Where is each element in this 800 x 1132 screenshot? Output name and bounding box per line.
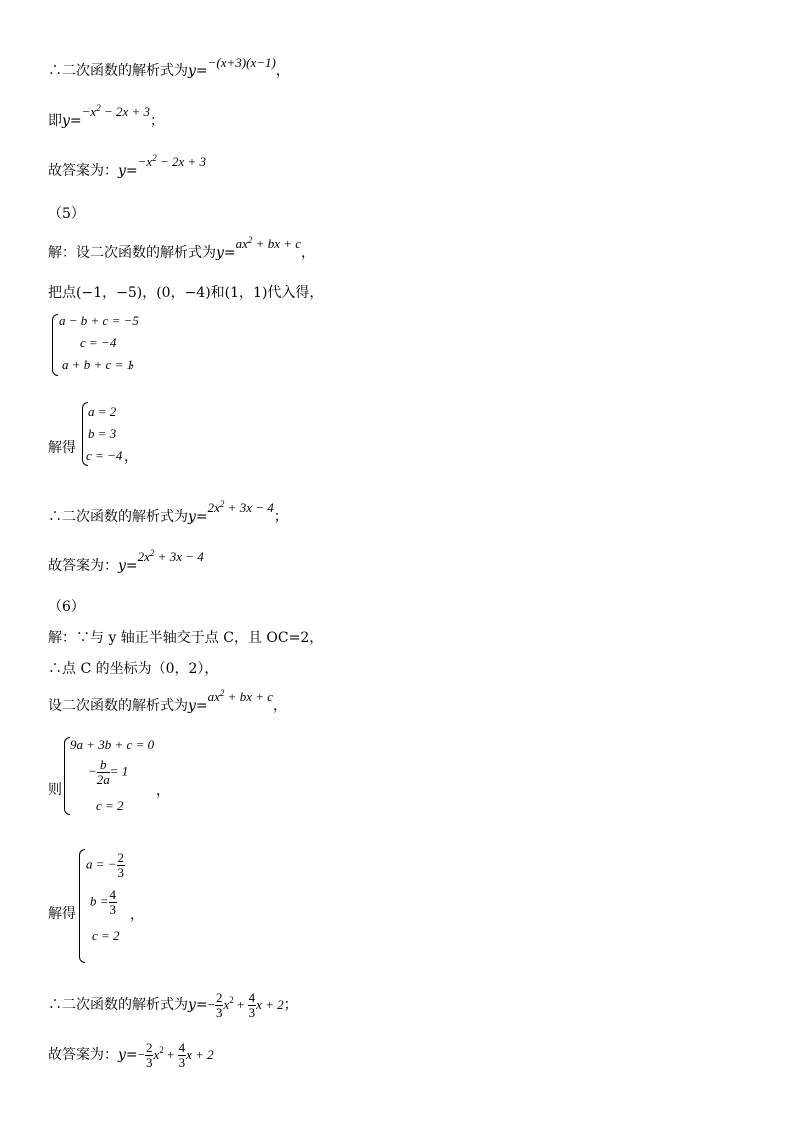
- solution-row: a = − $\frac{2}{3}$: [86, 850, 125, 880]
- p6-line-1: 解：∵与 y 轴正半轴交于点 C，且 OC=2，: [48, 630, 324, 646]
- solution-row: b = $\frac{4}{3}$: [90, 887, 117, 917]
- line-text: ∴二次函数的解析式为: [48, 63, 188, 79]
- answer-line-1: [48, 55, 290, 80]
- part-label-5: （5）: [48, 206, 85, 222]
- solve-label: 解得: [48, 906, 76, 922]
- p6-line-2: ∴点 C 的坐标为（0，2），: [48, 661, 219, 677]
- math-expression: $-x^2 - 2x + 3$: [81, 103, 151, 119]
- punctuation: ；: [150, 113, 165, 129]
- math-expression: $ax^2$ + bx + c: [235, 235, 302, 251]
- punctuation: ，: [130, 354, 144, 370]
- var-y: y=: [188, 997, 208, 1013]
- punctuation: ，: [273, 698, 288, 714]
- punctuation: ，: [156, 783, 170, 799]
- math-expression: $ax^2$ + bx + c: [207, 688, 274, 704]
- solution-row: c = −4: [86, 448, 123, 463]
- p5-line-4: [48, 548, 204, 576]
- equation-row: − $\frac{b}{2a}$ = 1: [88, 757, 129, 787]
- solution-row: a = 2: [88, 404, 117, 419]
- var-y: y=: [118, 163, 138, 179]
- line-text: 故答案为：: [48, 163, 118, 179]
- var-y: y=: [188, 63, 208, 79]
- line-text: 故答案为：: [48, 558, 118, 574]
- p6-line-4: ∴二次函数的解析式为y=− $\frac{2}{3}$ $x^2$ + $\frac{4}{3}$ x + 2；: [48, 989, 298, 1020]
- answer-line-3: [48, 153, 207, 181]
- p6-line-3: [48, 688, 288, 716]
- var-y: y=: [118, 1047, 138, 1063]
- line-text: 即: [48, 113, 62, 129]
- punctuation: ；: [273, 509, 288, 525]
- p5-line-2: 把点(−1，−5)，(0，−4)和(1，1)代入得，: [48, 285, 324, 301]
- p5-line-3: [48, 499, 288, 527]
- equation-row: a − b + c = −5: [59, 313, 139, 328]
- p6-line-5: 故答案为：y=− $\frac{2}{3}$ $x^2$ + $\frac{4}{3}$ x + 2: [48, 1039, 214, 1070]
- solution-row: c = 2: [92, 928, 120, 943]
- equation-row: c = −4: [80, 335, 117, 350]
- var-y: y=: [216, 245, 236, 261]
- math-expression: −(x+3)(x−1): [207, 55, 276, 70]
- var-y: y=: [188, 509, 208, 525]
- line-text: 解：设二次函数的解析式为: [48, 245, 216, 261]
- var-y: y=: [118, 558, 138, 574]
- punctuation: ，: [301, 245, 316, 261]
- punctuation: ，: [275, 63, 290, 79]
- var-y: y=: [188, 698, 208, 714]
- brace: [52, 314, 58, 376]
- answer-line-2: [48, 103, 165, 131]
- math-expression: $-x^2 - 2x + 3$: [137, 153, 207, 169]
- equation-row: a + b + c = 1: [62, 357, 134, 372]
- equation-row: c = 2: [96, 798, 124, 813]
- line-text: 故答案为：: [48, 1047, 118, 1063]
- var-y: y=: [62, 113, 82, 129]
- then-label: 则: [48, 782, 62, 798]
- solve-label: 解得: [48, 440, 76, 456]
- line-text: 设二次函数的解析式为: [48, 698, 188, 714]
- solution-row: b = 3: [88, 426, 117, 441]
- punctuation: ；: [283, 997, 298, 1013]
- brace: [79, 849, 85, 963]
- equation-row: 9a + 3b + c = 0: [70, 737, 155, 752]
- p5-line-1: [48, 235, 316, 263]
- math-expression: $2x^2 + 3x - 4$: [137, 548, 204, 564]
- punctuation: ，: [130, 907, 144, 923]
- line-text: ∴二次函数的解析式为: [48, 997, 188, 1013]
- math-expression: $2x^2 + 3x - 4$: [207, 499, 274, 515]
- line-text: ∴二次函数的解析式为: [48, 509, 188, 525]
- punctuation: ，: [124, 449, 138, 465]
- part-label-6: （6）: [48, 599, 85, 615]
